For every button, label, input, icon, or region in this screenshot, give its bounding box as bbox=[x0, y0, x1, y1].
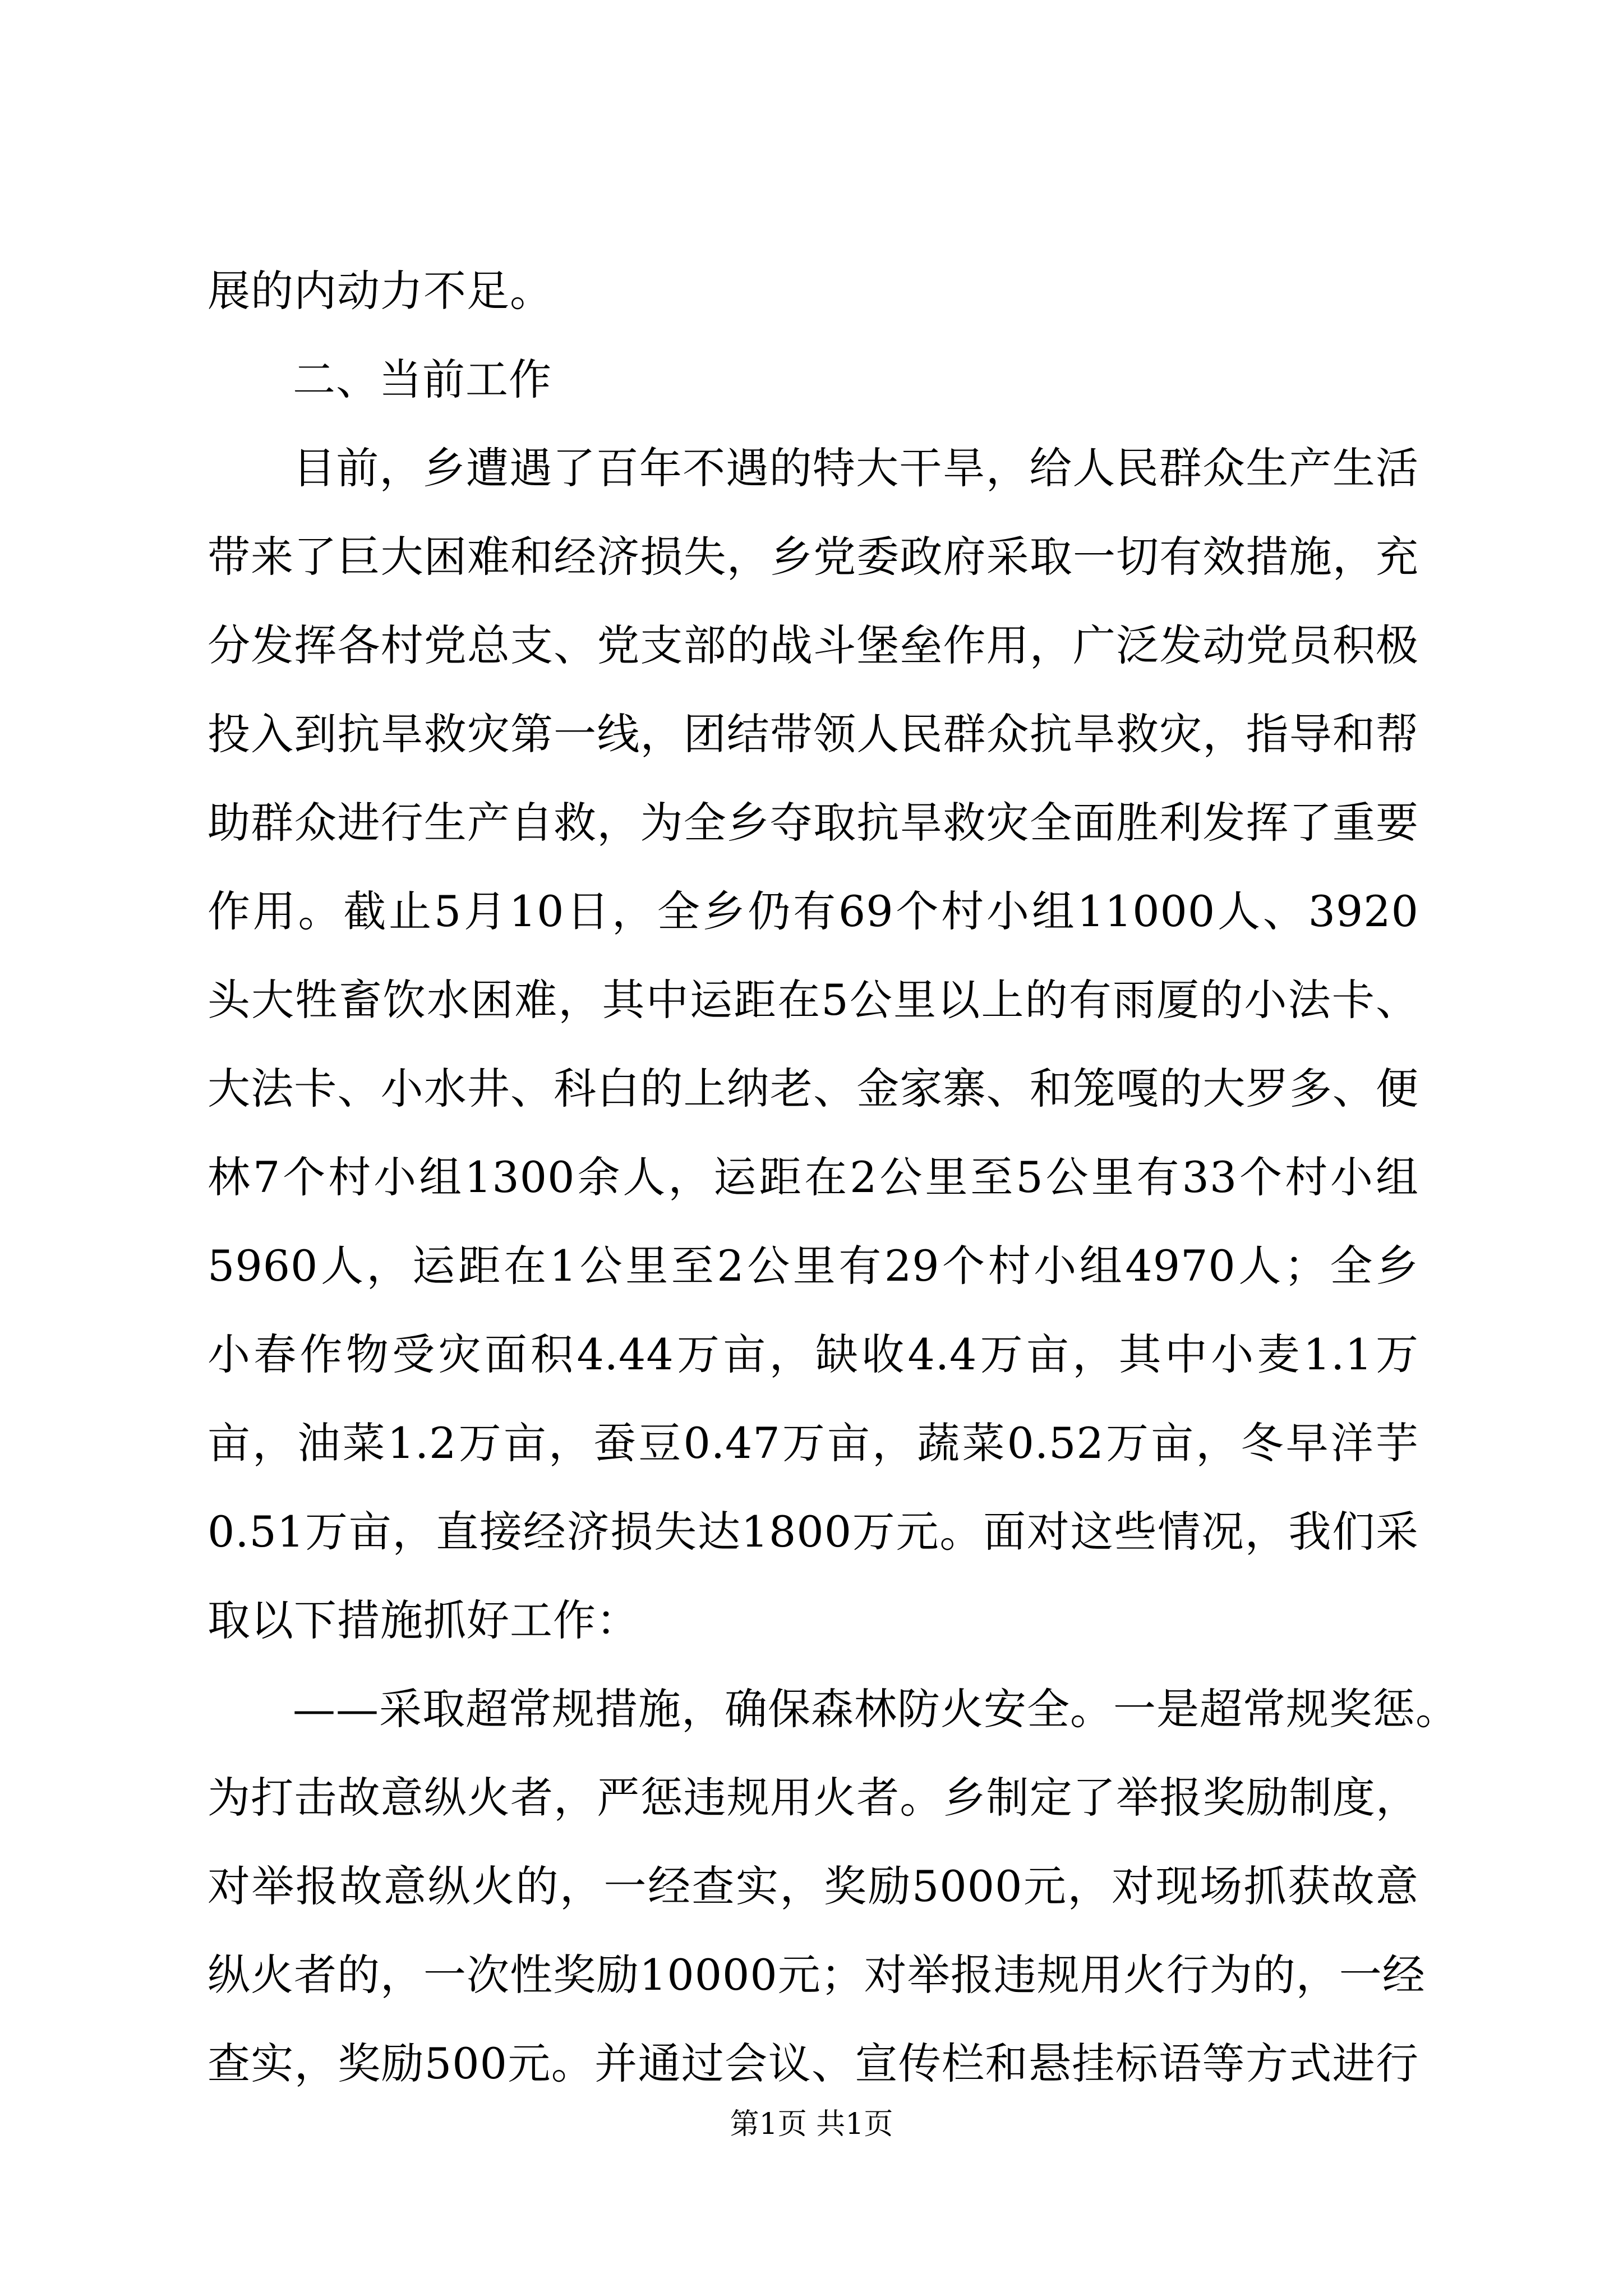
text-line: 作用。截止5月10日，全乡仍有69个村小组11000人、3920 bbox=[208, 886, 1419, 936]
text-line: 带来了巨大困难和经济损失，乡党委政府采取一切有效措施，充 bbox=[208, 532, 1419, 582]
text-line: 分发挥各村党总支、党支部的战斗堡垒作用，广泛发动党员积极 bbox=[208, 620, 1419, 670]
text-line: 为打击故意纵火者，严惩违规用火者。乡制定了举报奖励制度， bbox=[208, 1773, 1419, 1823]
text-line: 投入到抗旱救灾第一线，团结带领人民群众抗旱救灾，指导和帮 bbox=[208, 709, 1419, 759]
text-line: 小春作物受灾面积4.44万亩，缺收4.4万亩，其中小麦1.1万 bbox=[208, 1329, 1419, 1379]
text-line: 大法卡、小水井、科白的上纳老、金家寨、和笼嘎的大罗多、便 bbox=[208, 1064, 1419, 1114]
text-line: 林7个村小组1300余人，运距在2公里至5公里有33个村小组 bbox=[208, 1152, 1419, 1202]
text-line: 目前，乡遭遇了百年不遇的特大干旱，给人民群众生产生活 bbox=[293, 443, 1419, 493]
text-line: 纵火者的，一次性奖励10000元；对举报违规用火行为的，一经 bbox=[208, 1950, 1426, 2000]
text-line: 对举报故意纵火的，一经查实，奖励5000元，对现场抓获故意 bbox=[208, 1861, 1419, 1911]
text-line: 头大牲畜饮水困难，其中运距在5公里以上的有雨厦的小法卡、 bbox=[208, 975, 1419, 1025]
text-line: 亩，油菜1.2万亩，蚕豆0.47万亩，蔬菜0.52万亩，冬早洋芋 bbox=[208, 1418, 1419, 1468]
text-line: 取以下措施抓好工作： bbox=[208, 1595, 639, 1645]
text-line: 0.51万亩，直接经济损失达1800万元。面对这些情况，我们采 bbox=[208, 1507, 1419, 1557]
text-line: ——采取超常规措施，确保森林防火安全。一是超常规奖惩。 bbox=[293, 1684, 1459, 1734]
document-body bbox=[208, 247, 1459, 2108]
section-heading: 二、当前工作 bbox=[293, 355, 552, 404]
text-line: 助群众进行生产自救，为全乡夺取抗旱救灾全面胜利发挥了重要 bbox=[208, 798, 1419, 848]
text-line: 5960人，运距在1公里至2公里有29个村小组4970人；全乡 bbox=[208, 1241, 1419, 1291]
page-footer: 第1页 共1页 bbox=[730, 2108, 893, 2141]
text-line: 查实，奖励500元。并通过会议、宣传栏和悬挂标语等方式进行 bbox=[208, 2039, 1419, 2088]
text-line: 展的内动力不足。 bbox=[208, 266, 553, 316]
